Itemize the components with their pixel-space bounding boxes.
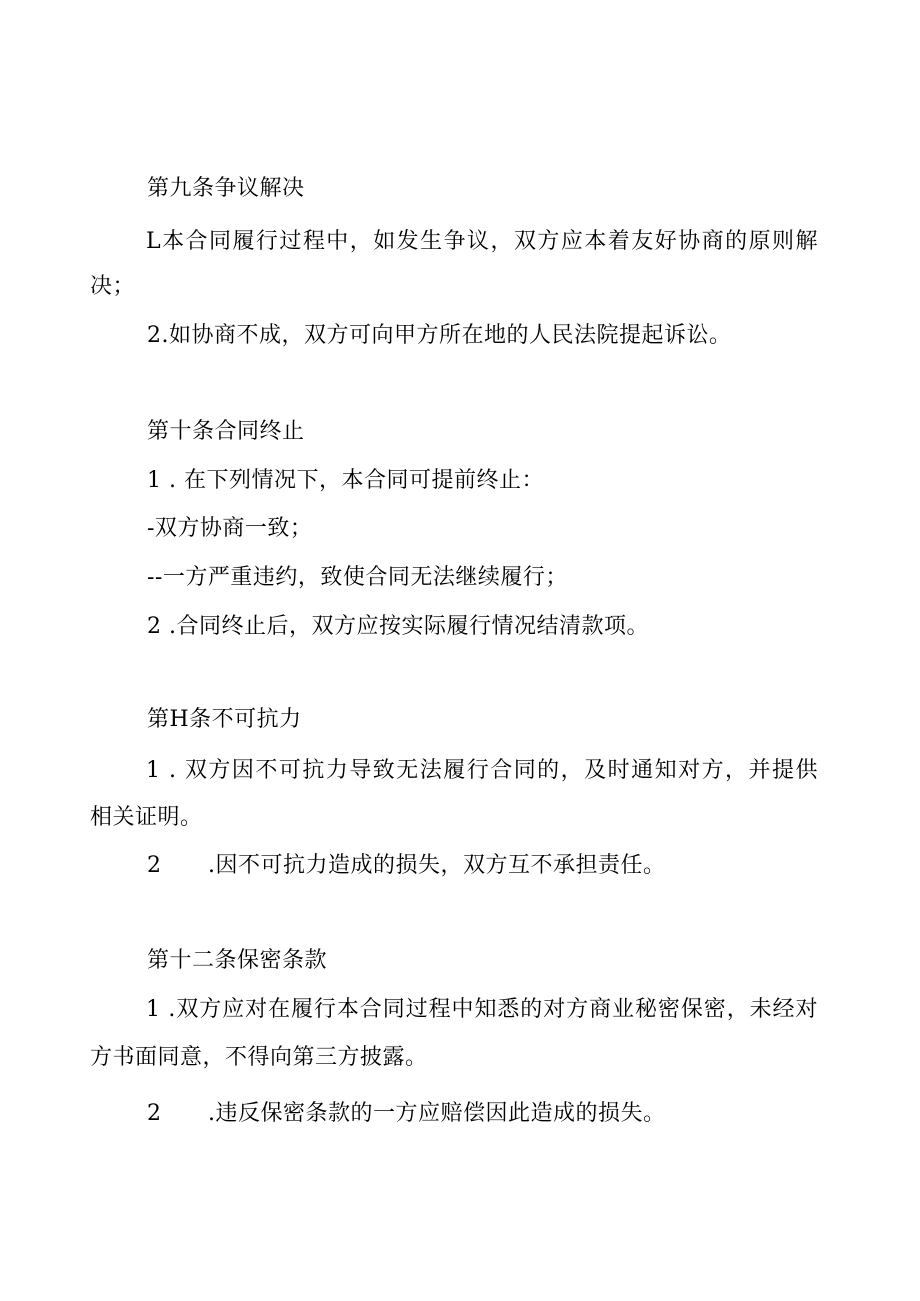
section-10-item-1b: --一方严重违约，致使合同无法继续履行； bbox=[147, 565, 568, 590]
section-12-item-1-line-1: 1 .双方应对在履行本合同过程中知悉的对方商业秘密保密，未经对 bbox=[146, 997, 818, 1022]
section-12-item-2-text: .违反保密条款的一方应赔偿因此造成的损失。 bbox=[208, 1101, 666, 1126]
section-12-item-2-number: 2 bbox=[147, 1101, 161, 1126]
section-9-item-1-line-1: L本合同履行过程中，如发生争议，双方应本着友好协商的原则解 bbox=[146, 229, 818, 254]
section-11-item-1-line-2: 相关证明。 bbox=[90, 805, 203, 830]
section-heading-11: 第H条不可抗力 bbox=[147, 707, 302, 732]
section-10-item-2: 2 .合同终止后，双方应按实际履行情况结清款项。 bbox=[147, 614, 649, 639]
section-heading-9: 第九条争议解决 bbox=[147, 176, 305, 201]
section-9-item-1-line-2: 决； bbox=[90, 274, 136, 299]
section-9-item-2: 2.如协商不成，双方可向甲方所在地的人民法院提起诉讼。 bbox=[147, 323, 732, 348]
section-heading-12: 第十二条保密条款 bbox=[147, 948, 328, 973]
section-heading-10: 第十条合同终止 bbox=[147, 419, 305, 444]
section-11-item-1-line-1: 1 . 双方因不可抗力导致无法履行合同的，及时通知对方，并提供 bbox=[146, 758, 818, 783]
section-11-item-2-number: 2 bbox=[147, 853, 161, 878]
section-12-item-1-line-2: 方书面同意，不得向第三方披露。 bbox=[90, 1045, 428, 1070]
section-11-item-2-text: .因不可抗力造成的损失，双方互不承担责任。 bbox=[208, 853, 666, 878]
section-10-item-1: 1 . 在下列情况下，本合同可提前终止： bbox=[147, 468, 544, 493]
section-10-item-1a: -双方协商一致； bbox=[147, 516, 313, 541]
